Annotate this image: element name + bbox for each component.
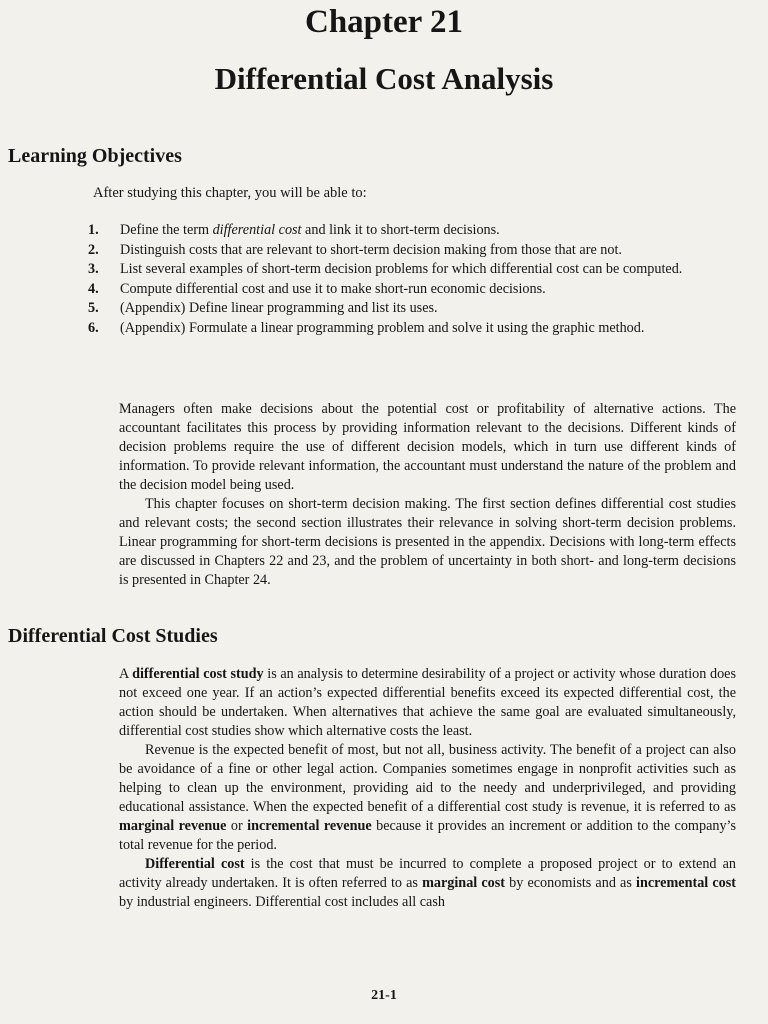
body-paragraph <box>119 741 736 855</box>
objective-number: 1. <box>88 222 99 238</box>
key-term: differential cost study <box>132 666 264 682</box>
paragraph-text: or <box>226 818 248 834</box>
key-term: marginal cost <box>422 875 506 891</box>
key-term: incremental cost <box>636 875 737 891</box>
paragraph-text: by economists and as <box>505 875 636 891</box>
objective-item <box>88 299 738 319</box>
objective-number: 6. <box>88 319 99 336</box>
paragraph-text: is an analysis to determine desirability of a project or activity whose duration does not exceed one year. If an action’s expected differential benefits exceed its expected differential cost, the action should be undertaken. When alternatives that achieve the same goal are evaluated simultaneously, differential cost studies show which alternative costs the least. <box>119 666 736 739</box>
body-paragraph <box>119 855 736 912</box>
chapter-title: Chapter 21 <box>305 4 463 40</box>
objective-number: 3. <box>88 261 99 277</box>
intro-section <box>119 400 736 590</box>
body-paragraph: Managers often make decisions about the potential cost or profitability of alternative actions. The accountant facilitates this process by providing information relevant to the decisions. Different kinds of decision problems require the use of different decision models, which in turn use different kinds of information. To provide relevant information, the accountant must understand the nature of the problem and the decision model being used. <box>119 401 736 493</box>
objective-text: Distinguish costs that are relevant to short-term decision making from those that are not. <box>120 241 622 258</box>
paragraph-text: A <box>119 666 133 682</box>
paragraph-text: Revenue is the expected benefit of most, but not all, business activity. The benefit of a project can also be avoidance of a fine or other legal action. Companies sometimes engage in nonprofit activities such as helping to clean up the environment, providing aid to the needy and underprivileged, and providing educational assistance. When the expected benefit of a differential cost study is revenue, it is referred to as <box>119 742 736 815</box>
objective-number: 4. <box>88 280 99 297</box>
paragraph-text: by industrial engineers. Differential cost includes all cash <box>119 894 445 910</box>
objective-text: Define the term <box>120 222 213 238</box>
objective-item <box>88 241 738 261</box>
differential-cost-section <box>119 665 736 912</box>
paragraph-text: because it provides an increment or addition to the company’s total revenue for the period. <box>119 818 737 853</box>
chapter-subtitle: Differential Cost Analysis <box>214 61 554 96</box>
objective-text: List several examples of short-term decision problems for which differential cost can be computed. <box>120 261 683 277</box>
key-term: marginal revenue <box>119 818 227 834</box>
objective-text: (Appendix) Formulate a linear programming problem and solve it using the graphic method. <box>120 319 645 336</box>
differential-cost-studies-heading: Differential Cost Studies <box>8 625 218 647</box>
objective-item <box>88 280 738 300</box>
objective-number: 5. <box>88 300 99 316</box>
paragraph-text: is the cost that must be incurred to complete a proposed project or to extend an activity already undertaken. It is often referred to as <box>119 856 736 891</box>
page-number: 21-1 <box>371 988 397 1003</box>
objective-text: Compute differential cost and use it to make short-run economic decisions. <box>120 280 546 297</box>
objective-item <box>88 260 738 280</box>
objective-item <box>88 319 738 339</box>
body-paragraph: This chapter focuses on short-term decision making. The first section defines differential cost studies and relevant costs; the second section illustrates their relevance in solving short-term decision problems. Linear programming for short-term decisions is presented in the appendix. Decisions with long-term effects are discussed in Chapters 22 and 23, and the problem of uncertainty in both short- and long-term decisions is presented in Chapter 24. <box>119 496 736 588</box>
objective-text: and link it to short-term decisions. <box>301 222 500 238</box>
objective-item <box>88 221 738 241</box>
objectives-list <box>88 221 738 338</box>
objective-term: differential cost <box>212 222 302 238</box>
objective-number: 2. <box>88 241 99 258</box>
key-term: Differential cost <box>145 856 245 872</box>
key-term: incremental revenue <box>247 818 372 834</box>
learning-objectives-heading: Learning Objectives <box>8 145 182 167</box>
objective-text: (Appendix) Define linear programming and list its uses. <box>120 300 438 316</box>
body-paragraph <box>119 665 736 741</box>
objectives-intro: After studying this chapter, you will be able to: <box>93 185 367 201</box>
